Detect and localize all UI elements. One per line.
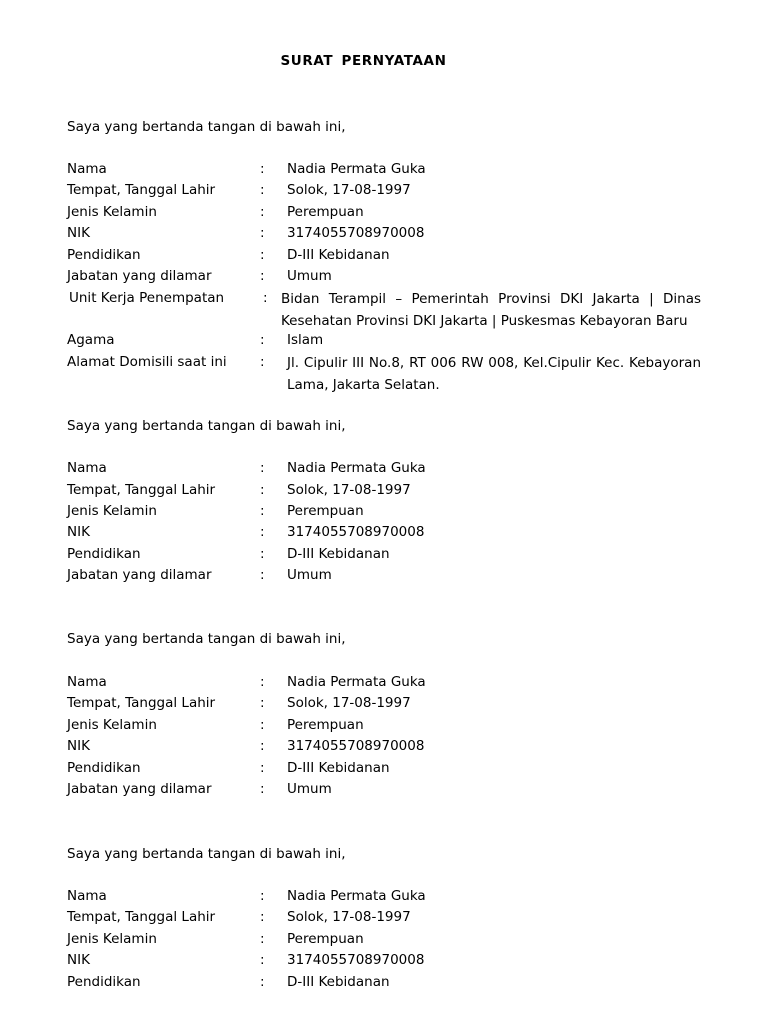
- field-value: Umum: [287, 781, 332, 797]
- field-label: Nama: [67, 460, 107, 476]
- field-row-gender: [67, 204, 701, 226]
- field-colon: :: [260, 204, 265, 220]
- field-label: Pendidikan: [67, 247, 141, 263]
- field-colon: :: [260, 460, 265, 476]
- field-value: Solok, 17-08-1997: [287, 482, 411, 498]
- field-label: Pendidikan: [67, 760, 141, 776]
- field-label: Jenis Kelamin: [67, 717, 157, 733]
- field-value: 3174055708970008: [287, 738, 425, 754]
- field-value: Perempuan: [287, 204, 364, 220]
- field-row-nik: [67, 524, 701, 546]
- field-value: Solok, 17-08-1997: [287, 909, 411, 925]
- field-row-nik: [67, 738, 701, 760]
- field-label: Agama: [67, 332, 115, 348]
- field-colon: :: [260, 952, 265, 968]
- field-row-ttl: [67, 482, 701, 504]
- field-value: Perempuan: [287, 931, 364, 947]
- field-label: Tempat, Tanggal Lahir: [67, 909, 216, 925]
- field-colon: :: [260, 738, 265, 754]
- field-label: Jabatan yang dilamar: [67, 781, 212, 797]
- field-label: Alamat Domisili saat ini: [67, 354, 227, 370]
- field-row-position: [67, 781, 701, 803]
- document-title: SURAT PERNYATAAN: [280, 53, 447, 69]
- field-value: 3174055708970008: [287, 952, 425, 968]
- field-value: Solok, 17-08-1997: [287, 695, 411, 711]
- field-row-ttl: [67, 695, 701, 717]
- field-label: Tempat, Tanggal Lahir: [67, 695, 216, 711]
- field-label: NIK: [67, 738, 90, 754]
- field-colon: :: [260, 354, 265, 370]
- field-value: D-III Kebidanan: [287, 247, 390, 263]
- section-intro: Saya yang bertanda tangan di bawah ini,: [67, 119, 346, 135]
- field-value: Nadia Permata Guka: [287, 161, 426, 177]
- field-colon: :: [260, 695, 265, 711]
- field-colon: :: [260, 974, 265, 990]
- field-colon: :: [260, 332, 265, 348]
- field-value: D-III Kebidanan: [287, 546, 390, 562]
- field-value: D-III Kebidanan: [287, 974, 390, 990]
- field-row-nama: [67, 674, 701, 696]
- field-row-religion: [67, 332, 701, 354]
- field-row-work-unit: [67, 290, 701, 334]
- field-colon: :: [260, 524, 265, 540]
- field-label: Jenis Kelamin: [67, 204, 157, 220]
- field-label: Tempat, Tanggal Lahir: [67, 482, 216, 498]
- field-colon: :: [260, 482, 265, 498]
- field-value: Nadia Permata Guka: [287, 888, 426, 904]
- field-label: Nama: [67, 161, 107, 177]
- field-value: 3174055708970008: [287, 524, 425, 540]
- field-colon: :: [260, 225, 265, 241]
- field-value: Nadia Permata Guka: [287, 674, 426, 690]
- section-intro: Saya yang bertanda tangan di bawah ini,: [67, 846, 346, 862]
- field-label: Tempat, Tanggal Lahir: [67, 182, 216, 198]
- field-row-position: [67, 268, 701, 290]
- field-value: Nadia Permata Guka: [287, 460, 426, 476]
- field-colon: :: [260, 182, 265, 198]
- field-row-nama: [67, 161, 701, 183]
- field-row-education: [67, 247, 701, 269]
- field-row-education: [67, 546, 701, 568]
- field-value: Umum: [287, 567, 332, 583]
- section-intro: Saya yang bertanda tangan di bawah ini,: [67, 631, 346, 647]
- field-colon: :: [260, 909, 265, 925]
- field-row-ttl: [67, 909, 701, 931]
- field-colon: :: [260, 931, 265, 947]
- field-label: Jenis Kelamin: [67, 503, 157, 519]
- field-colon: :: [260, 268, 265, 284]
- field-colon: :: [260, 567, 265, 583]
- field-colon: :: [260, 247, 265, 263]
- field-colon: :: [260, 674, 265, 690]
- field-row-ttl: [67, 182, 701, 204]
- field-row-education: [67, 974, 701, 996]
- field-row-address: [67, 354, 701, 398]
- field-colon: :: [260, 546, 265, 562]
- field-value: Solok, 17-08-1997: [287, 182, 411, 198]
- section-intro: Saya yang bertanda tangan di bawah ini,: [67, 418, 346, 434]
- field-value: D-III Kebidanan: [287, 760, 390, 776]
- field-label: NIK: [67, 524, 90, 540]
- field-row-nik: [67, 952, 701, 974]
- field-row-education: [67, 760, 701, 782]
- field-row-gender: [67, 931, 701, 953]
- field-value: Umum: [287, 268, 332, 284]
- field-label: NIK: [67, 952, 90, 968]
- field-row-nik: [67, 225, 701, 247]
- field-colon: :: [260, 888, 265, 904]
- field-colon: :: [260, 161, 265, 177]
- field-row-gender: [67, 717, 701, 739]
- field-value: Bidan Terampil – Pemerintah Provinsi DKI Jakarta | Dinas Kesehatan Provinsi DKI Jakarta | Puskesmas Kebayoran Baru: [281, 291, 701, 329]
- field-row-nama: [67, 460, 701, 482]
- field-label: Pendidikan: [67, 974, 141, 990]
- field-value: Islam: [287, 332, 324, 348]
- field-value: Jl. Cipulir III No.8, RT 006 RW 008, Kel.Cipulir Kec. Kebayoran Lama, Jakarta Selatan.: [287, 355, 701, 393]
- field-value: Perempuan: [287, 503, 364, 519]
- field-label: Pendidikan: [67, 546, 141, 562]
- field-colon: :: [260, 781, 265, 797]
- field-label: NIK: [67, 225, 90, 241]
- field-label: Jenis Kelamin: [67, 931, 157, 947]
- field-label: Nama: [67, 674, 107, 690]
- field-colon: :: [263, 290, 268, 306]
- field-value: Perempuan: [287, 717, 364, 733]
- field-value: 3174055708970008: [287, 225, 425, 241]
- field-colon: :: [260, 503, 265, 519]
- field-row-position: [67, 567, 701, 589]
- field-label: Jabatan yang dilamar: [67, 268, 212, 284]
- field-row-nama: [67, 888, 701, 910]
- field-row-gender: [67, 503, 701, 525]
- field-colon: :: [260, 717, 265, 733]
- field-label: Jabatan yang dilamar: [67, 567, 212, 583]
- field-colon: :: [260, 760, 265, 776]
- field-label: Unit Kerja Penempatan: [69, 290, 225, 306]
- field-label: Nama: [67, 888, 107, 904]
